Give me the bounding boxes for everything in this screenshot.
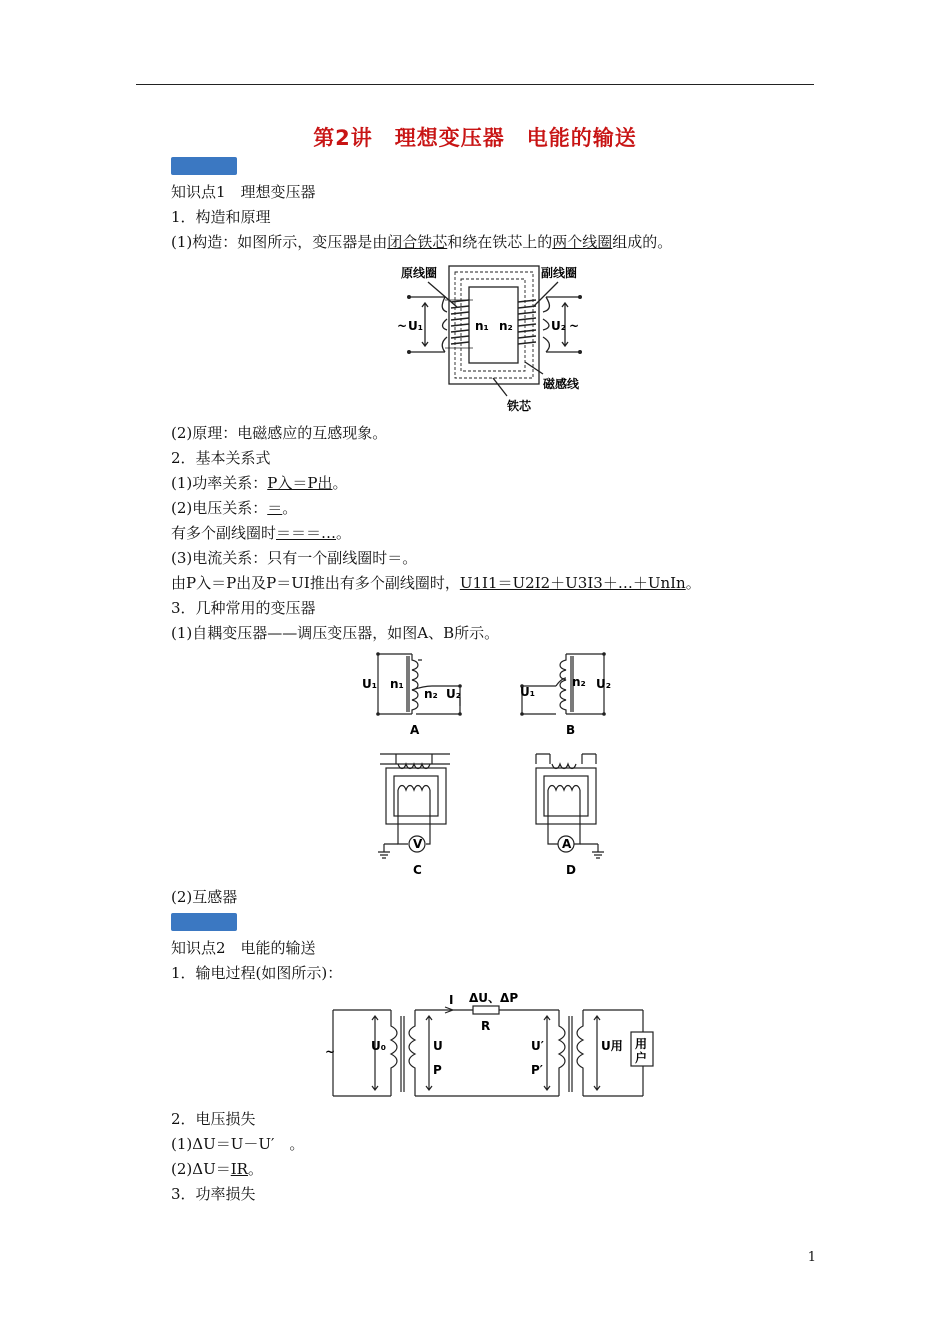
power-loss-heading: 3．功率损失 [171,1185,256,1203]
structure-text: (1)构造：如图所示，变压器是由闭合铁芯和绕在铁芯上的两个线圈组成的。 [171,233,673,251]
subheading-relations: 2．基本关系式 [171,449,271,467]
transmission-figure [325,986,655,1100]
transformer-types-figure [360,650,620,880]
voltage-loss-1: (1)ΔU＝U－U′ 。 [171,1135,305,1153]
subheading-structure: 1．构造和原理 [171,208,271,226]
voltage-loss-2: (2)ΔU＝IR。 [171,1160,263,1178]
label-user-top: 用 [635,1037,648,1051]
ammeter-icon: A [562,837,572,851]
label-a-n1: n₁ [390,677,404,691]
label-a-u2: U₂ [446,687,461,701]
label-fig-a: A [410,723,420,737]
label-a-n2: n₂ [424,687,438,701]
power-relation: (1)功率关系：P入＝P出。 [171,474,348,492]
label-b-u2: U₂ [596,677,611,691]
principle-text: (2)原理：电磁感应的互感现象。 [171,424,388,442]
voltage-relation: (2)电压关系：＝。 [171,499,298,517]
label-ac-source: ~ [325,1045,336,1059]
label-iron-core: 铁芯 [507,399,532,413]
label-b-n2: n₂ [572,675,586,689]
transformer-figure [395,262,595,414]
label-u2: U₂ [551,319,566,333]
label-u-prime: U′ [531,1039,544,1053]
label-u: U [433,1039,443,1053]
label-u-user: U用 [601,1039,623,1053]
label-n2: n₂ [499,319,513,333]
voltage-loss-heading: 2．电压损失 [171,1110,256,1128]
label-ac-right: ~ [569,319,580,333]
knowledge-point-2: 知识点2 电能的输送 [171,939,316,957]
label-secondary-coil: 副线圈 [541,266,578,280]
label-b-u1: U₁ [520,685,535,699]
multi-coil-voltage: 有多个副线圈时＝＝＝…。 [171,524,352,542]
label-a-u1: U₁ [362,677,377,691]
label-flux-line: 磁感线 [543,377,580,391]
section-badge-2 [171,913,237,931]
label-ac-left: ~ [397,319,408,333]
header-rule [136,84,814,85]
page-number: 1 [807,1250,816,1265]
label-resistor: R [481,1019,491,1033]
instrument-transformer-text: (2)互感器 [171,888,238,906]
label-fig-d: D [566,863,576,877]
multi-coil-current: 由P入＝P出及P＝UI推出有多个副线圈时，U1I1＝U2I2＋U3I3＋…＋UnIn。 [171,574,701,592]
voltmeter-icon: V [413,837,423,851]
label-fig-c: C [413,863,422,877]
transmission-process-text: 1．输电过程(如图所示)： [171,964,343,982]
section-badge-1 [171,157,237,175]
label-u1: U₁ [408,319,423,333]
label-fig-b: B [566,723,576,737]
current-relation: (3)电流关系：只有一个副线圈时＝。 [171,549,418,567]
label-u0: U₀ [371,1039,386,1053]
label-user-bottom: 户 [635,1051,648,1065]
autotransformer-text: (1)自耦变压器——调压变压器，如图A、B所示。 [171,624,500,642]
label-primary-coil: 原线圈 [401,266,438,280]
subheading-common-transformers: 3．几种常用的变压器 [171,599,316,617]
label-p: P [433,1063,442,1077]
label-n1: n₁ [475,319,489,333]
knowledge-point-1: 知识点1 理想变压器 [171,183,316,201]
page-title: 第2讲 理想变压器 电能的输送 [313,126,637,150]
label-losses: ΔU、ΔP [469,991,519,1005]
label-current: I [449,993,454,1007]
label-p-prime: P′ [531,1063,543,1077]
